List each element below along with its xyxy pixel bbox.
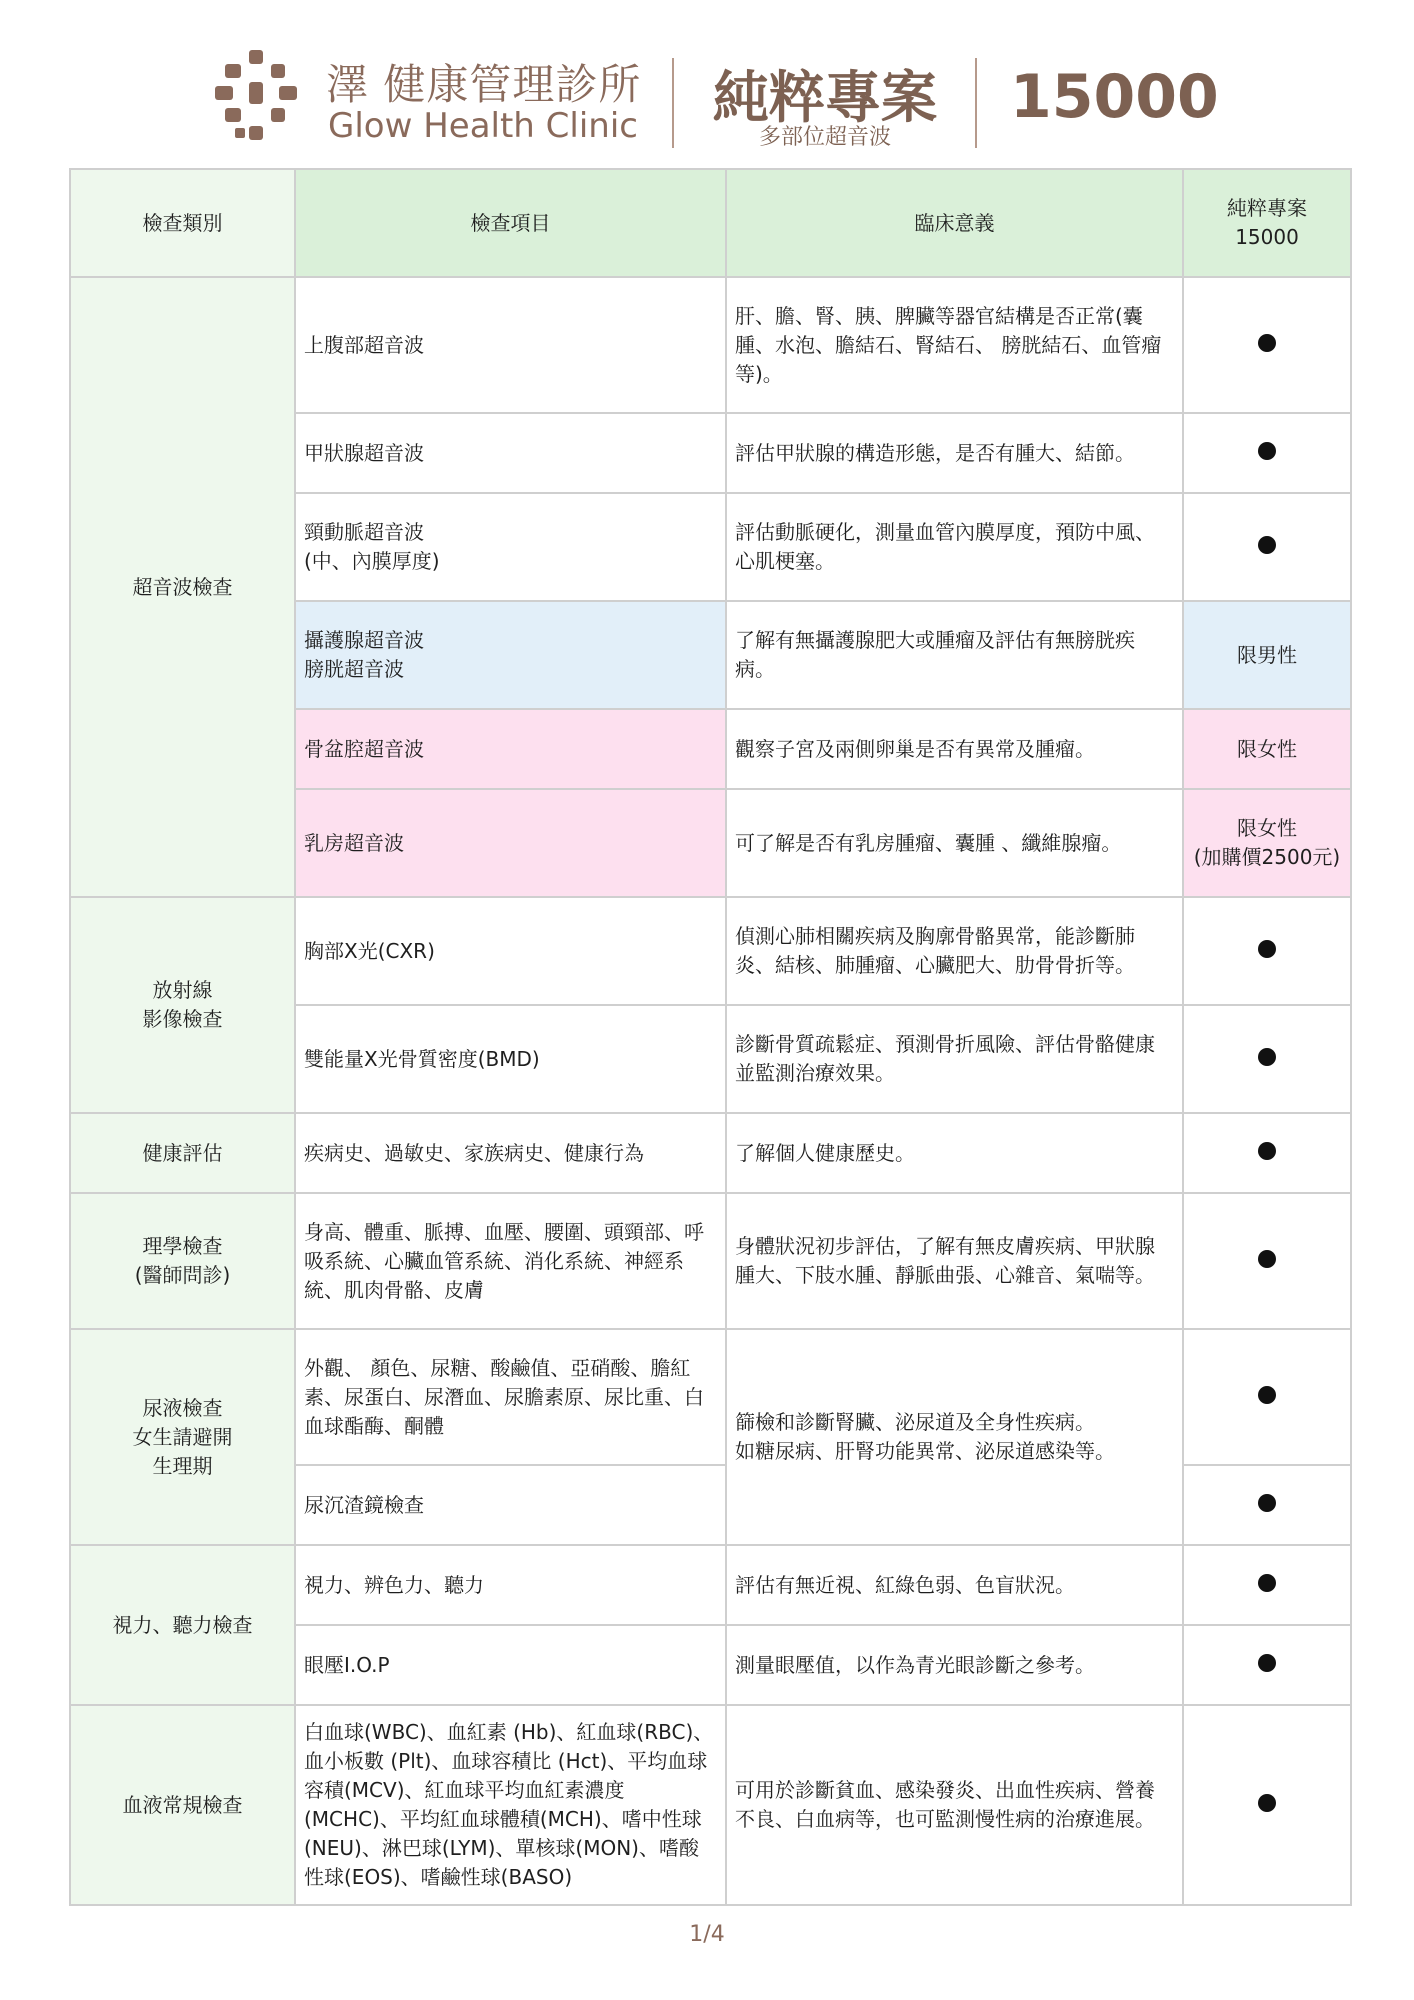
restriction-cell: 限女性 (加購價2500元): [1183, 789, 1351, 897]
item-cell: 胸部X光(CXR): [295, 897, 726, 1005]
included-dot-icon: [1258, 1494, 1276, 1512]
item-cell: 視力、辨色力、聽力: [295, 1545, 726, 1625]
meaning-cell: 可了解是否有乳房腫瘤、囊腫 、纖維腺瘤。: [726, 789, 1183, 897]
clinic-name-en: Glow Health Clinic: [328, 106, 638, 146]
included-dot-icon: [1258, 1574, 1276, 1592]
included-dot-icon: [1258, 1386, 1276, 1404]
header-divider: [975, 58, 977, 148]
included-cell: [1183, 1329, 1351, 1465]
included-cell: [1183, 1005, 1351, 1113]
table-row: [70, 1545, 1351, 1625]
included-dot-icon: [1258, 1794, 1276, 1812]
item-cell: 外觀、 顏色、尿糖、酸鹼值、亞硝酸、膽紅素、尿蛋白、尿潛血、尿膽素原、尿比重、白血球酯酶、酮體: [295, 1329, 726, 1465]
included-cell: [1183, 413, 1351, 493]
restriction-cell: 限男性: [1183, 601, 1351, 709]
table-row: [70, 1329, 1351, 1465]
meaning-cell: 評估有無近視、紅綠色弱、色盲狀況。: [726, 1545, 1183, 1625]
page-header: [0, 0, 1414, 165]
checkup-table: [69, 168, 1352, 1906]
included-cell: [1183, 1113, 1351, 1193]
category-cell: 理學檢查 (醫師問診): [70, 1193, 295, 1329]
table-header-row: [70, 169, 1351, 277]
meaning-cell: 偵測心肺相關疾病及胸廓骨骼異常，能診斷肺炎、結核、肺腫瘤、心臟肥大、肋骨骨折等。: [726, 897, 1183, 1005]
included-cell: [1183, 1625, 1351, 1705]
included-cell: [1183, 1193, 1351, 1329]
category-cell: 放射線 影像檢查: [70, 897, 295, 1113]
meaning-cell: 可用於診斷貧血、感染發炎、出血性疾病、營養不良、白血病等，也可監測慢性病的治療進展。: [726, 1705, 1183, 1905]
item-cell: 眼壓I.O.P: [295, 1625, 726, 1705]
meaning-cell: 測量眼壓值，以作為青光眼診斷之參考。: [726, 1625, 1183, 1705]
item-cell: 白血球(WBC)、血紅素 (Hb)、紅血球(RBC)、血小板數 (Plt)、血球容積比 (Hct)、平均血球容積(MCV)、紅血球平均血紅素濃度(MCHC)、平均紅血球體積(MCH)、嗜中性球(NEU)、淋巴球(LYM)、單核球(MON)、嗜酸性球(EOS)、嗜鹼性球(BASO): [295, 1705, 726, 1905]
included-cell: [1183, 277, 1351, 413]
table-row: [70, 1193, 1351, 1329]
included-dot-icon: [1258, 1048, 1276, 1066]
column-header-item: 檢查項目: [295, 169, 726, 277]
table-row: [70, 277, 1351, 413]
item-cell: 上腹部超音波: [295, 277, 726, 413]
meaning-cell: 了解有無攝護腺肥大或腫瘤及評估有無膀胱疾病。: [726, 601, 1183, 709]
included-dot-icon: [1258, 1142, 1276, 1160]
clinic-logo-icon: [213, 46, 303, 146]
meaning-cell: 評估甲狀腺的構造形態，是否有腫大、結節。: [726, 413, 1183, 493]
clinic-name-cn: 澤 健康管理診所: [326, 60, 642, 109]
included-dot-icon: [1258, 1654, 1276, 1672]
item-cell: 雙能量X光骨質密度(BMD): [295, 1005, 726, 1113]
item-cell: 身高、體重、脈搏、血壓、腰圍、頭頸部、呼吸系統、心臟血管系統、消化系統、神經系統、肌肉骨骼、皮膚: [295, 1193, 726, 1329]
included-cell: [1183, 493, 1351, 601]
column-header-meaning: 臨床意義: [726, 169, 1183, 277]
meaning-cell: 篩檢和診斷腎臟、泌尿道及全身性疾病。 如糖尿病、肝腎功能異常、泌尿道感染等。: [726, 1329, 1183, 1545]
category-cell: 視力、聽力檢查: [70, 1545, 295, 1705]
plan-price: 15000: [1010, 62, 1219, 132]
item-cell: 疾病史、過敏史、家族病史、健康行為: [295, 1113, 726, 1193]
category-cell: 健康評估: [70, 1113, 295, 1193]
restriction-cell: 限女性: [1183, 709, 1351, 789]
included-cell: [1183, 897, 1351, 1005]
category-cell: 超音波檢查: [70, 277, 295, 897]
included-dot-icon: [1258, 442, 1276, 460]
page-number: 1/4: [689, 1922, 725, 1947]
column-header-category: 檢查類別: [70, 169, 295, 277]
included-cell: [1183, 1465, 1351, 1545]
header-divider: [672, 58, 674, 148]
included-dot-icon: [1258, 1250, 1276, 1268]
category-cell: 血液常規檢查: [70, 1705, 295, 1905]
column-header-plan: 純粹專案 15000: [1183, 169, 1351, 277]
included-dot-icon: [1258, 334, 1276, 352]
item-cell: 乳房超音波: [295, 789, 726, 897]
meaning-cell: 身體狀況初步評估，了解有無皮膚疾病、甲狀腺腫大、下肢水腫、靜脈曲張、心雜音、氣喘等。: [726, 1193, 1183, 1329]
plan-subtitle: 多部位超音波: [758, 125, 891, 150]
table-row: [70, 1705, 1351, 1905]
meaning-cell: 診斷骨質疏鬆症、預測骨折風險、評估骨骼健康並監測治療效果。: [726, 1005, 1183, 1113]
item-cell: 尿沉渣鏡檢查: [295, 1465, 726, 1545]
table-row: [70, 897, 1351, 1005]
plan-title: 純粹專案: [713, 66, 937, 131]
included-cell: [1183, 1545, 1351, 1625]
item-cell: 甲狀腺超音波: [295, 413, 726, 493]
meaning-cell: 觀察子宮及兩側卵巢是否有異常及腫瘤。: [726, 709, 1183, 789]
item-cell: 骨盆腔超音波: [295, 709, 726, 789]
item-cell: 頸動脈超音波 (中、內膜厚度): [295, 493, 726, 601]
meaning-cell: 評估動脈硬化，測量血管內膜厚度，預防中風、心肌梗塞。: [726, 493, 1183, 601]
included-dot-icon: [1258, 940, 1276, 958]
included-cell: [1183, 1705, 1351, 1905]
item-cell: 攝護腺超音波 膀胱超音波: [295, 601, 726, 709]
meaning-cell: 肝、膽、腎、胰、脾臟等器官結構是否正常(囊腫、水泡、膽結石、腎結石、 膀胱結石、血管瘤等)。: [726, 277, 1183, 413]
meaning-cell: 了解個人健康歷史。: [726, 1113, 1183, 1193]
category-cell: 尿液檢查 女生請避開 生理期: [70, 1329, 295, 1545]
table-row: [70, 1113, 1351, 1193]
included-dot-icon: [1258, 536, 1276, 554]
